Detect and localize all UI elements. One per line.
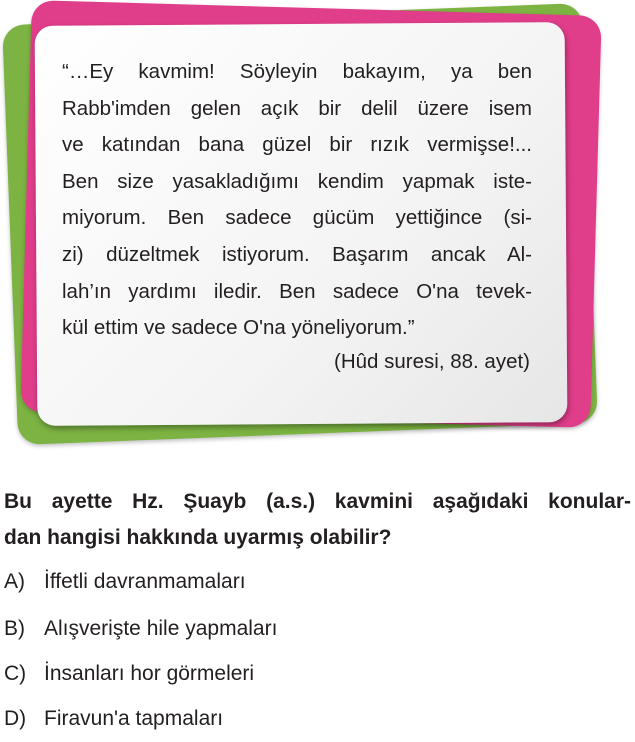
option-text: Firavun'a tapmaları bbox=[44, 707, 224, 730]
option-letter: D) bbox=[4, 707, 27, 730]
option-c[interactable] bbox=[4, 662, 254, 686]
option-letter: B) bbox=[4, 617, 25, 640]
option-text: İnsanları hor görmeleri bbox=[44, 662, 255, 685]
question-line: Bu ayette Hz. Şuayb (a.s.) kavmini aşağıdaki konular- bbox=[4, 490, 631, 513]
quote-line: kül ettim ve sadece O'na yöneliyorum.” bbox=[62, 316, 415, 340]
question-line: dan hangisi hakkında uyarmış olabilir? bbox=[4, 526, 392, 549]
quote-line: zi) düzeltmek istiyorum. Başarım ancak Al- bbox=[62, 242, 532, 266]
quote-line: Ben size yasakladığımı kendim yapmak iste- bbox=[62, 169, 532, 193]
quote-source: (Hûd suresi, 88. ayet) bbox=[334, 350, 530, 373]
question-stem bbox=[4, 484, 631, 556]
quote-line: lah’ın yardımı iledir. Ben sadece O'na tevek- bbox=[62, 279, 532, 303]
option-text: Alışverişte hile yapmaları bbox=[44, 617, 278, 640]
option-letter: A) bbox=[4, 570, 25, 593]
quote-line: miyorum. Ben sadece gücüm yettiğince (si- bbox=[62, 206, 532, 230]
option-d[interactable] bbox=[4, 707, 223, 731]
quote-line: “…Ey kavmim! Söyleyin bakayım, ya ben bbox=[62, 60, 532, 83]
option-letter: C) bbox=[4, 662, 27, 685]
quote-text bbox=[62, 54, 532, 347]
option-b[interactable] bbox=[4, 617, 277, 641]
option-a[interactable] bbox=[4, 570, 246, 594]
quote-line: Rabb'imden gelen açık bir delil üzere isem bbox=[62, 96, 532, 120]
option-text: İffetli davranmamaları bbox=[44, 570, 246, 593]
quote-line: ve katından bana güzel bir rızık vermişse!... bbox=[62, 133, 532, 157]
